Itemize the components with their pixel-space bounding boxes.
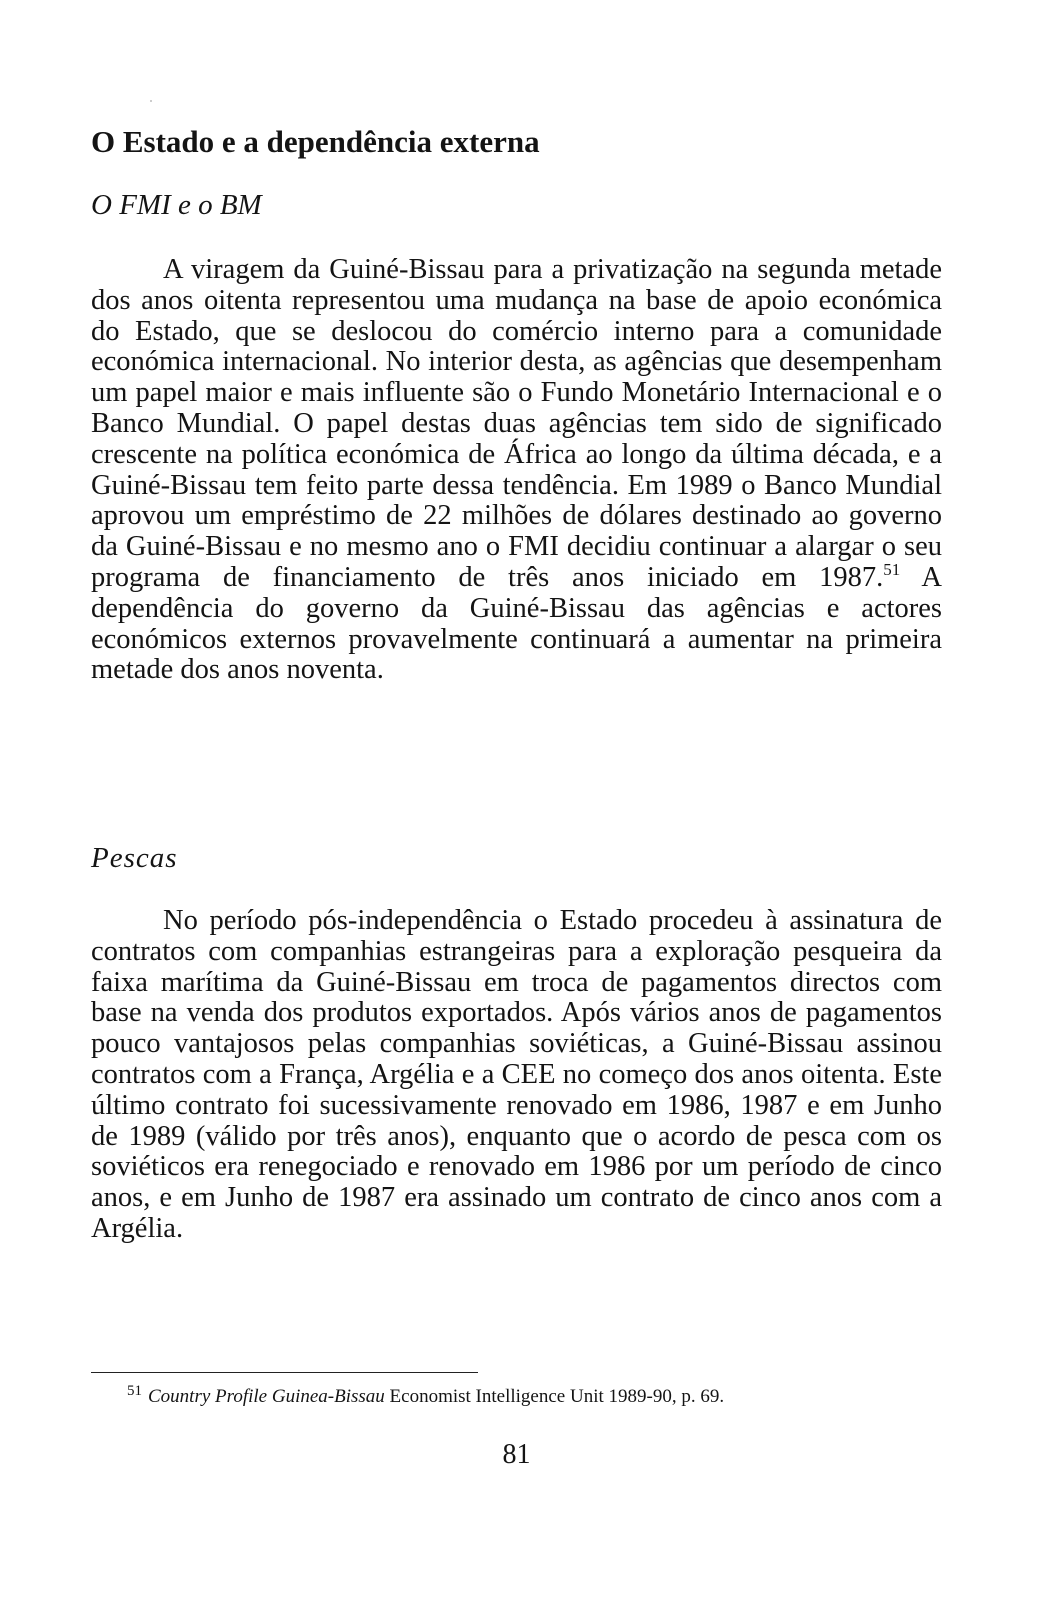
document-page [91, 0, 942, 1600]
footnote-source-title: Country Profile Guinea-Bissau [148, 1386, 385, 1407]
page-number: 81 [502, 1439, 531, 1470]
section-title: O Estado e a dependência externa [91, 124, 540, 159]
footnote [127, 1384, 724, 1410]
paragraph-text-before-ref: A viragem da Guiné-Bissau para a privatização na segunda metade dos anos oitenta representou uma mudança na base de apoio económica do Estado, que se deslocou do comércio interno para a comunidade económica internacional. No interior desta, as agências que desempenham um papel maior e mais influente são o Fundo Monetário Internacional e o Banco Mundial. O papel destas duas agências tem sido de significado crescente na política económica de África ao longo da última década, e a Guiné-Bissau tem feito parte dessa tendência. Em 1989 o Banco Mundial aprovou um empréstimo de 22 milhões de dólares destinado ao governo da Guiné-Bissau e no mesmo ano o FMI decidiu continuar a alargar o seu programa de financiamento de três anos iniciado em 1987. [91, 254, 942, 593]
paragraph-text-after-ref: A dependência do governo da Guiné-Bissau das agências e actores económicos externos provavelmente continuará a aumentar na primeira metade dos anos noventa. [91, 561, 942, 686]
paragraph-fmi-bm [91, 255, 942, 686]
footnote-reference-51: 51 [883, 559, 901, 579]
scan-speck [150, 100, 152, 102]
footnote-divider [91, 1372, 478, 1373]
footnote-source-details: Economist Intelligence Unit 1989-90, p. 69. [384, 1386, 725, 1407]
footnote-number: 51 [127, 1383, 142, 1399]
subsection-heading-fmi-bm: O FMI e o BM [91, 189, 262, 221]
paragraph-pescas: No período pós-independência o Estado procedeu à assinatura de contratos com companhias estrangeiras para a exploração pesqueira da faixa marítima da Guiné-Bissau em troca de pagamentos directos com base na venda dos produtos exportados. Após vários anos de pagamentos pouco vantajosos pelas companhias soviéticas, a Guiné-Bissau assinou contratos com a França, Argélia e a CEE no começo dos anos oitenta. Este último contrato foi sucessivamente renovado em 1986, 1987 e em Junho de 1989 (válido por três anos), enquanto que o acordo de pesca com os soviéticos era renegociado e renovado em 1986 por um período de cinco anos, e em Junho de 1987 era assinado um contrato de cinco anos com a Argélia. [91, 905, 942, 1244]
subsection-heading-pescas: Pescas [91, 842, 178, 874]
